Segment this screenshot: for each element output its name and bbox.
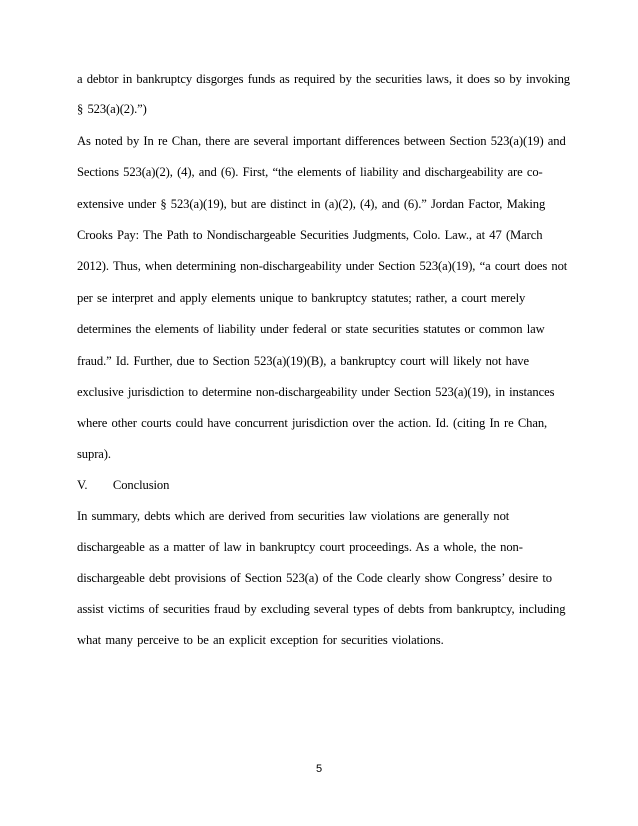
body-line: dischargeable debt provisions of Section 523(a) of the Code clearly show Congress’ desire to [77,571,552,585]
body-line: In summary, debts which are derived from securities law violations are generally not [77,509,510,523]
section-heading: V. Conclusion [77,478,170,492]
body-line: § 523(a)(2).”) [77,102,147,116]
body-line: fraud.” Id. Further, due to Section 523(a)(19)(B), a bankruptcy court will likely not have [77,354,529,368]
body-line: Sections 523(a)(2), (4), and (6). First, “the elements of liability and dischargeability are co- [77,165,543,179]
body-line: determines the elements of liability under federal or state securities statutes or common law [77,322,545,336]
body-line: supra). [77,447,111,461]
body-line: 2012). Thus, when determining non-dischargeability under Section 523(a)(19), “a court does not [77,259,568,273]
body-line: a debtor in bankruptcy disgorges funds as required by the securities laws, it does so by invoking [77,72,570,86]
body-line: per se interpret and apply elements unique to bankruptcy statutes; rather, a court merely [77,291,526,305]
body-line: Crooks Pay: The Path to Nondischargeable Securities Judgments, Colo. Law., at 47 (March [77,228,543,242]
body-line: where other courts could have concurrent jurisdiction over the action. Id. (citing In re Chan, [77,416,548,430]
body-line: assist victims of securities fraud by excluding several types of debts from bankruptcy, including [77,602,566,616]
body-line: As noted by In re Chan, there are several important differences between Section 523(a)(19) and [77,134,566,148]
page-number: 5 [315,763,323,775]
body-line: extensive under § 523(a)(19), but are distinct in (a)(2), (4), and (6).” Jordan Factor, Making [77,197,546,211]
body-line: exclusive jurisdiction to determine non-dischargeability under Section 523(a)(19), in instances [77,385,555,399]
body-line: what many perceive to be an explicit exception for securities violations. [77,633,444,647]
body-line: dischargeable as a matter of law in bankruptcy court proceedings. As a whole, the non- [77,540,523,554]
